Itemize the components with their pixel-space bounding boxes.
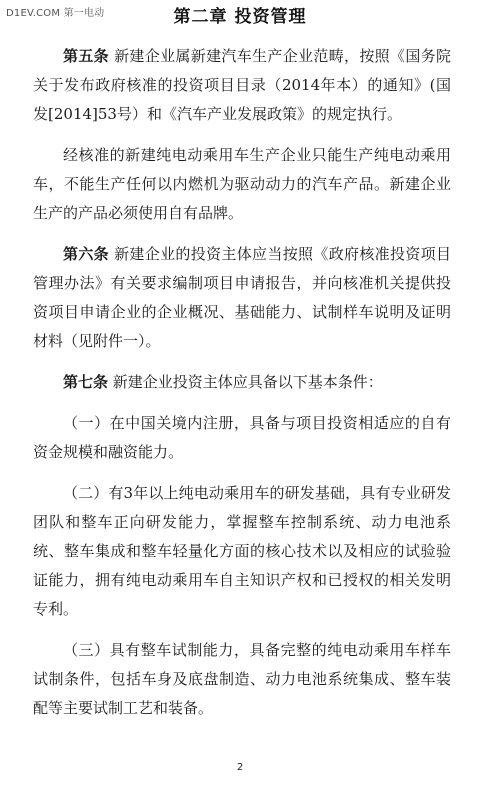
paragraph-text: （一）在中国关境内注册，具备与项目投资相适应的自有资金规模和融资能力。 [33,414,451,461]
article-label: 第五条 [63,47,109,65]
paragraph-article-7 [33,368,451,397]
paragraph-text: 新建企业属新建汽车生产企业范畴，按照《国务院关于发布政府核准的投资项目目录（2014年本）的通知》(国发[2014]53号）和《汽车产业发展政策》的规定执行。 [33,47,451,123]
article-label: 第七条 [63,373,109,391]
watermark-text: D1EV.COM 第一电动 [6,8,105,19]
paragraph-condition-2 [33,479,451,624]
article-label: 第六条 [63,245,109,263]
paragraph-article-6 [33,240,451,356]
paragraph-condition-3 [33,636,451,723]
paragraph-text: 新建企业投资主体应具备以下基本条件： [108,373,383,391]
paragraph-approval-note [33,141,451,228]
paragraph-condition-1 [33,409,451,467]
document-body [33,42,451,723]
paragraph-text: （三）具有整车试制能力，具备完整的纯电动乘用车样车试制条件，包括车身及底盘制造、动力电池系统集成、整车装配等主要试制工艺和装备。 [33,641,451,717]
chapter-title: 第二章 投资管理 [173,7,307,27]
paragraph-text: 新建企业的投资主体应当按照《政府核准投资项目管理办法》有关要求编制项目申请报告，并向核准机关提供投资项目申请企业的企业概况、基础能力、试制样车说明及证明材料（见附件一）。 [33,245,451,350]
page-number: 2 [236,762,244,773]
paragraph-text: 经核准的新建纯电动乘用车生产企业只能生产纯电动乘用车，不能生产任何以内燃机为驱动动力的汽车产品。新建企业生产的产品必须使用自有品牌。 [33,146,451,222]
paragraph-text: （二）有3年以上纯电动乘用车的研发基础，具有专业研发团队和整车正向研发能力，掌握整车控制系统、动力电池系统、整车集成和整车轻量化方面的核心技术以及相应的试验验证能力，拥有纯电动乘用车自主知识产权和已授权的相关发明专利。 [33,484,451,618]
paragraph-article-5 [33,42,451,129]
